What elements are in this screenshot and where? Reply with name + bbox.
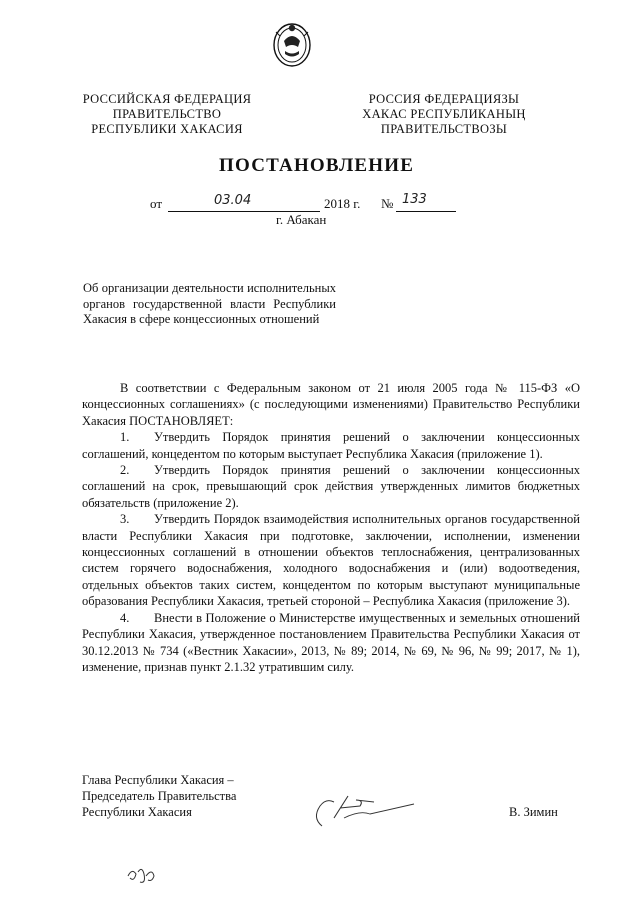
signature-position — [82, 772, 302, 820]
item-4-text: Внести в Положение о Министерстве имущественных и земельных отношений Республики Хакасия, утвержденное постановлением Правительства Республики Хакасия от 30.12.2013 № 734 («Вестник Хакасии», 2013, № 89; 2014, № 69, № 96, № 99; 2017, № 1), изменение, признав пункт 2.1.32 утратившим силу. — [82, 610, 580, 674]
signature-position-line-3: Республики Хакасия — [82, 805, 192, 819]
document-body — [82, 380, 580, 675]
item-1-text: Утвердить Порядок принятия решений о заключении концессионных соглашений, концедентом по которым выступает Республика Хакасия (приложение 1). — [82, 430, 580, 461]
header-left — [58, 92, 276, 137]
item-4 — [82, 610, 580, 676]
initials-mark — [124, 862, 160, 888]
preamble: В соответствии с Федеральным законом от 21 июля 2005 года № 115-ФЗ «О концессионных соглашениях» (с последующими изменениями) Правительство Республики Хакасия ПОСТАНОВЛЯЕТ: — [82, 381, 580, 428]
item-3 — [82, 511, 580, 609]
header-left-line-3: РЕСПУБЛИКИ ХАКАСИЯ — [91, 122, 243, 136]
item-2-number: 2. — [120, 463, 130, 478]
header-right-line-1: РОССИЯ ФЕДЕРАЦИЯЗЫ — [368, 92, 520, 106]
item-4-number: 4. — [120, 610, 130, 625]
header-left-line-1: РОССИЙСКАЯ ФЕДЕРАЦИЯ — [82, 92, 252, 106]
item-2 — [82, 462, 580, 511]
header-left-line-2: ПРАВИТЕЛЬСТВО — [112, 107, 222, 121]
header-right — [344, 92, 544, 137]
header-right-line-3: ПРАВИТЕЛЬСТВОЗЫ — [380, 122, 508, 136]
document-title: ПОСТАНОВЛЕНИЕ — [219, 155, 415, 176]
item-1-number: 1. — [120, 430, 130, 445]
item-3-number: 3. — [120, 512, 130, 527]
document-subject: Об организации деятельности исполнительных органов государственной власти Республики Хакасия в сфере концессионных отношений — [83, 281, 336, 327]
header-right-line-2: ХАКАС РЕСПУБЛИКАНЫҢ — [362, 107, 526, 121]
coat-of-arms-icon — [272, 20, 312, 68]
handwritten-signature — [304, 788, 424, 832]
item-3-text: Утвердить Порядок взаимодействия исполнительных органов государственной власти Республики Хакасия при подготовке, заключении, исполнении, изменении концессионных соглашений в отношении объектов теплоснабжения, централизованных систем горячего водоснабжения, холодного водоснабжения и (или) водоотведения, отдельных объектов таких систем, концедентом по которым выступают муниципальные образования Республики Хакасия, третьей стороной – Республика Хакасия (приложение 3). — [82, 512, 580, 609]
number-label: № — [381, 196, 394, 211]
date-value: 03.04 — [214, 193, 252, 208]
item-2-text: Утвердить Порядок принятия решений о заключении концессионных соглашений на срок, превышающий срок действия утвержденных лимитов бюджетных обязательств (приложение 2). — [82, 463, 580, 510]
date-from-label: от — [150, 196, 163, 211]
date-year: 2018 г. — [324, 196, 361, 211]
city-label: г. Абакан — [276, 212, 327, 227]
item-1 — [82, 429, 580, 462]
signatory-name: В. Зимин — [509, 805, 558, 819]
signature-position-line-1: Глава Республики Хакасия – — [82, 773, 234, 787]
number-value: 133 — [402, 192, 427, 207]
signature-position-line-2: Председатель Правительства — [82, 789, 237, 803]
